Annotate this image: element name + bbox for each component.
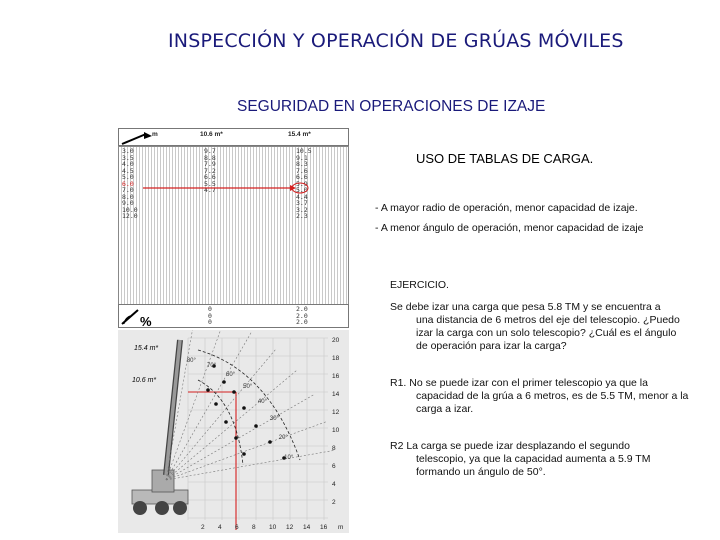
exercise-statement: Se debe izar una carga que pesa 5.8 TM y se encuentra a una distancia de 6 metros del eje del telescopio. ¿Puedo izar la carga con un solo telescopio? ¿Cuál es el ángulo de operación para izar la carga? [390,301,680,352]
angle-label: 70° [207,363,217,370]
angle-capacity-cell: 2.0 [296,311,308,320]
angle-capacity-cell: 0 [208,311,212,320]
capacity-cell: 10.5 [296,147,312,155]
capacity-point [254,424,258,428]
x-unit-label: m [338,524,344,531]
angle-label: 10° [284,455,294,462]
angle-capacity-col2 [296,306,308,326]
angle-label: 60° [226,372,236,379]
capacity-cell: 5.0 [296,186,308,194]
y-tick-label: 2 [332,499,336,506]
angle-capacity-col1 [208,306,212,326]
angle-label: 80° [186,357,196,364]
radius-cell: 12.0 [122,212,138,220]
x-tick-label: 14 [303,524,311,531]
capacity-point [214,402,218,406]
answer-r1: R1. No se puede izar con el primer telescopio ya que la capacidad de la grúa a 6 metros, es de 5.5 TM, menor a la carga a izar. [390,377,689,415]
radius-cell: 5.0 [122,173,134,181]
page-title: INSPECCIÓN Y OPERACIÓN DE GRÚAS MÓVILES [168,30,624,52]
capacity-point [222,380,226,384]
radius-cell: 3.5 [122,153,134,162]
angle-label: 30° [269,416,280,422]
x-tick-label: 2 [201,524,205,531]
y-tick-label: 6 [332,463,336,470]
page-subtitle: SEGURIDAD EN OPERACIONES DE IZAJE [237,98,546,115]
x-tick-label: 6 [235,524,239,531]
capacity-point [242,406,246,410]
percent-symbol: % [140,314,152,329]
radius-cell: 8.0 [122,192,134,201]
capacity-cell: 5.9 [296,179,308,188]
capacity-cell: 8.3 [296,160,308,168]
capacity-cell: 5.5 [204,179,216,188]
angle-label: 40° [257,398,268,405]
radius-cell: 4.0 [122,160,134,168]
x-tick-label: 16 [320,524,328,531]
x-tick-label: 8 [252,524,256,531]
capacity-cell: 7.2 [204,166,216,175]
boom-angle-icon [120,306,142,326]
angle-capacity-cell: 0 [208,305,212,313]
capacity-cell: 4.7 [204,186,216,194]
y-tick-label: 16 [332,373,340,380]
x-tick-label: 12 [286,524,294,531]
rule-angle: - A menor ángulo de operación, menor capacidad de izaje [375,222,644,234]
angle-table-header [118,304,349,328]
radius-cell: 4.5 [122,166,134,175]
unit-header: m [152,131,158,138]
y-tick-label: 4 [332,481,336,488]
radius-cell: 7.0 [122,186,134,194]
col1-header: 10.6 m* [200,131,223,138]
x-tick-label: 4 [218,524,222,531]
y-tick-label: 18 [332,355,340,362]
exercise-heading: EJERCICIO. [390,279,449,291]
capacity-point [224,420,228,424]
angle-capacity-cell: 2.0 [296,305,308,313]
capacity-cell: 3.7 [296,199,308,207]
y-tick-label: 12 [332,409,340,416]
rule-radius: - A mayor radio de operación, menor capacidad de izaje. [375,202,638,214]
capacity-point [232,390,236,394]
boom1-label: 10.6 m* [132,377,157,384]
capacity-point [268,440,272,444]
usage-label: USO DE TABLAS DE CARGA. [416,151,594,166]
angle-label: 50° [243,384,253,391]
load-chart-table [118,128,349,533]
boom2-label: 15.4 m* [134,345,159,352]
capacity-cell: 6.6 [204,173,216,181]
capacity-cell: 9.7 [204,147,216,155]
capacity-cell: 7.6 [296,166,308,175]
capacity-cell: 6.6 [296,173,308,181]
highlight-lines [118,128,349,328]
y-tick-label: 14 [332,391,340,398]
angle-capacity-cell: 0 [208,318,212,326]
x-tick-label: 10 [269,524,277,531]
capacity-point [234,436,238,440]
capacity-point [206,388,210,392]
capacity-cell: 8.8 [204,153,216,162]
radius-cell: 6.0 [122,179,134,188]
answer-r2: R2 La carga se puede izar desplazando el segundo telescopio, ya que la capacidad aumenta a 5.9 TM formando un ángulo de 50°. [390,440,651,478]
radius-cell: 9.0 [122,199,134,207]
y-tick-label: 10 [332,427,340,434]
capacity-cell: 7.9 [204,160,216,168]
col2-header: 15.4 m* [288,131,311,138]
radius-cell: 3.0 [122,147,134,155]
y-tick-label: 20 [332,337,340,344]
capacity-cell: 9.1 [296,153,308,162]
capacity-cell: 4.4 [296,192,308,201]
angle-capacity-cell: 2.0 [296,318,308,326]
y-tick-label: 8 [332,445,336,452]
capacity-cell: 2.3 [296,212,308,220]
capacity-point [242,452,246,456]
capacity-cell: 3.2 [296,205,308,214]
range-diagram [118,330,349,533]
angle-label: 20° [278,434,288,441]
radius-cell: 10.0 [122,205,138,214]
